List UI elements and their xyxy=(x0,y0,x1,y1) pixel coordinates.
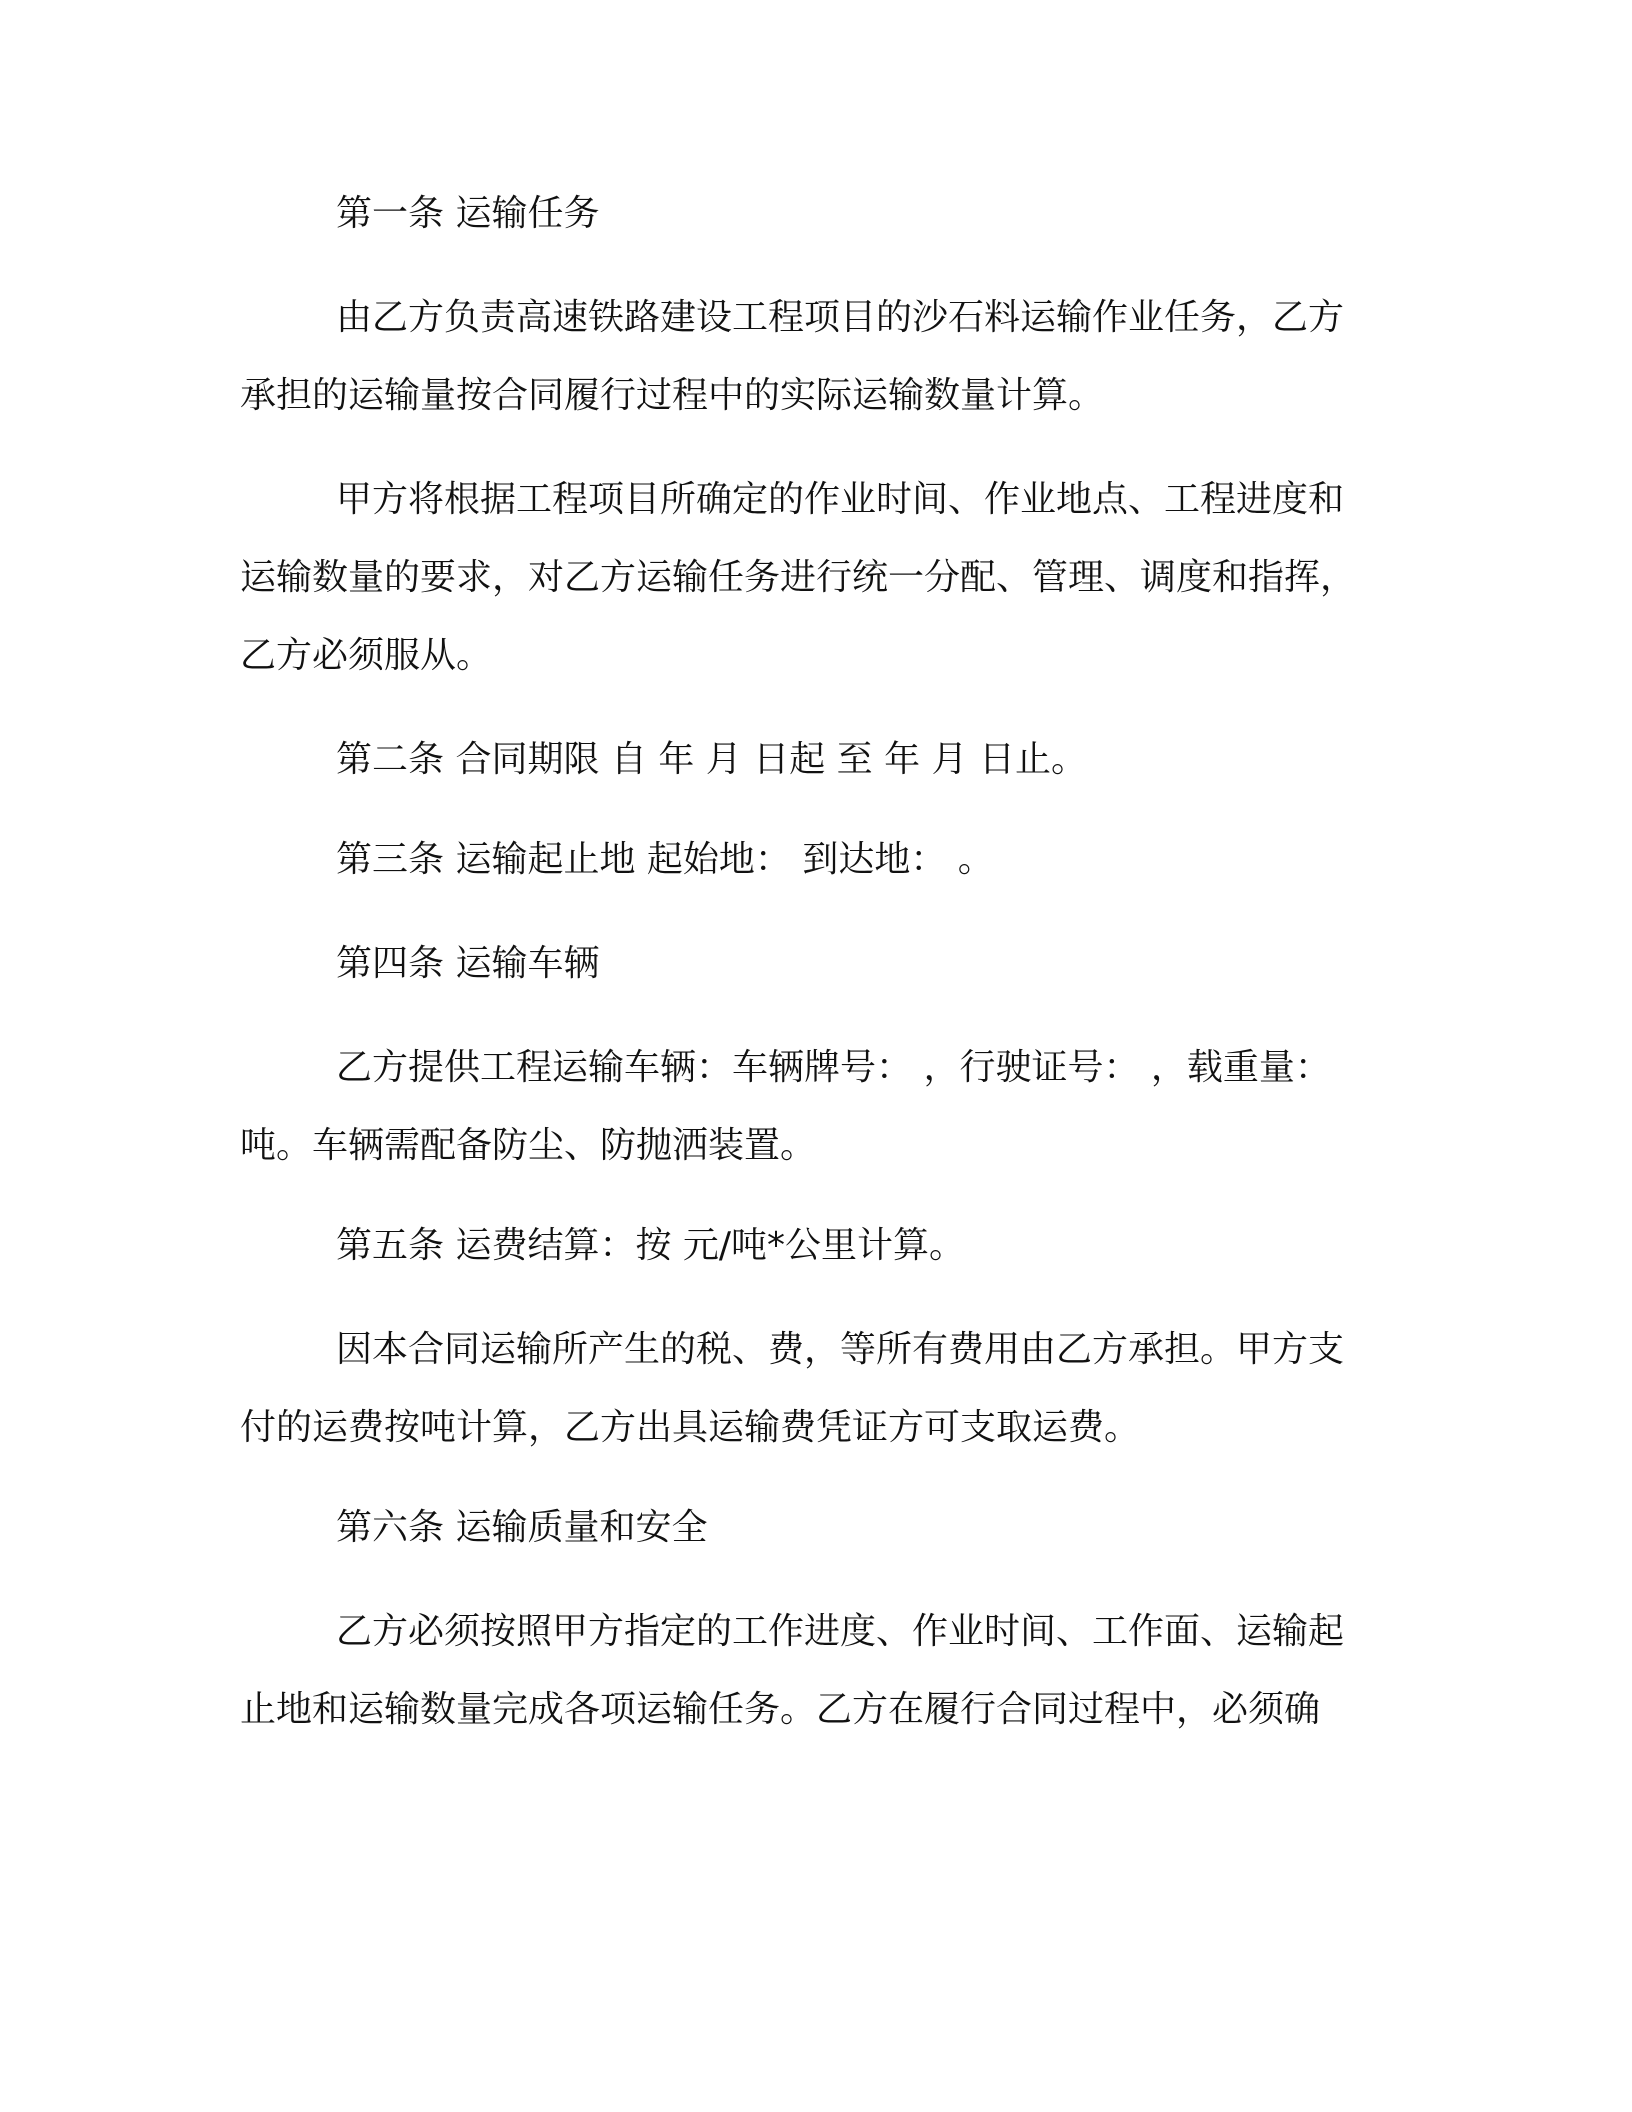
paragraph-line: 由乙方负责高速铁路建设工程项目的沙石料运输作业任务，乙方 xyxy=(336,297,1345,338)
paragraph-line: 运输数量的要求，对乙方运输任务进行统一分配、管理、调度和指挥， xyxy=(240,557,1357,598)
paragraph-line: 付的运费按吨计算，乙方出具运输费凭证方可支取运费。 xyxy=(240,1407,1141,1448)
paragraph-line: 乙方必须服从。 xyxy=(240,635,493,676)
paragraph-line: 吨。车辆需配备防尘、防抛洒装置。 xyxy=(240,1125,817,1166)
article-6-heading: 第六条 运输质量和安全 xyxy=(336,1507,708,1548)
paragraph-line: 乙方提供工程运输车辆：车辆牌号： ，行驶证号： ，载重量： xyxy=(336,1047,1331,1088)
article-5-heading: 第五条 运费结算：按 元/吨*公里计算。 xyxy=(336,1225,966,1266)
paragraph-line: 甲方将根据工程项目所确定的作业时间、作业地点、工程进度和 xyxy=(336,479,1345,520)
article-4-heading: 第四条 运输车辆 xyxy=(336,943,600,984)
article-1-heading: 第一条 运输任务 xyxy=(336,193,600,234)
paragraph-line: 止地和运输数量完成各项运输任务。乙方在履行合同过程中，必须确 xyxy=(240,1689,1321,1730)
paragraph-line: 承担的运输量按合同履行过程中的实际运输数量计算。 xyxy=(240,375,1105,416)
paragraph-line: 乙方必须按照甲方指定的工作进度、作业时间、工作面、运输起 xyxy=(336,1611,1345,1652)
paragraph-line: 因本合同运输所产生的税、费，等所有费用由乙方承担。甲方支 xyxy=(336,1329,1345,1370)
article-2-heading: 第二条 合同期限 自 年 月 日起 至 年 月 日止。 xyxy=(336,739,1087,780)
article-3-heading: 第三条 运输起止地 起始地： 到达地： 。 xyxy=(336,839,994,880)
